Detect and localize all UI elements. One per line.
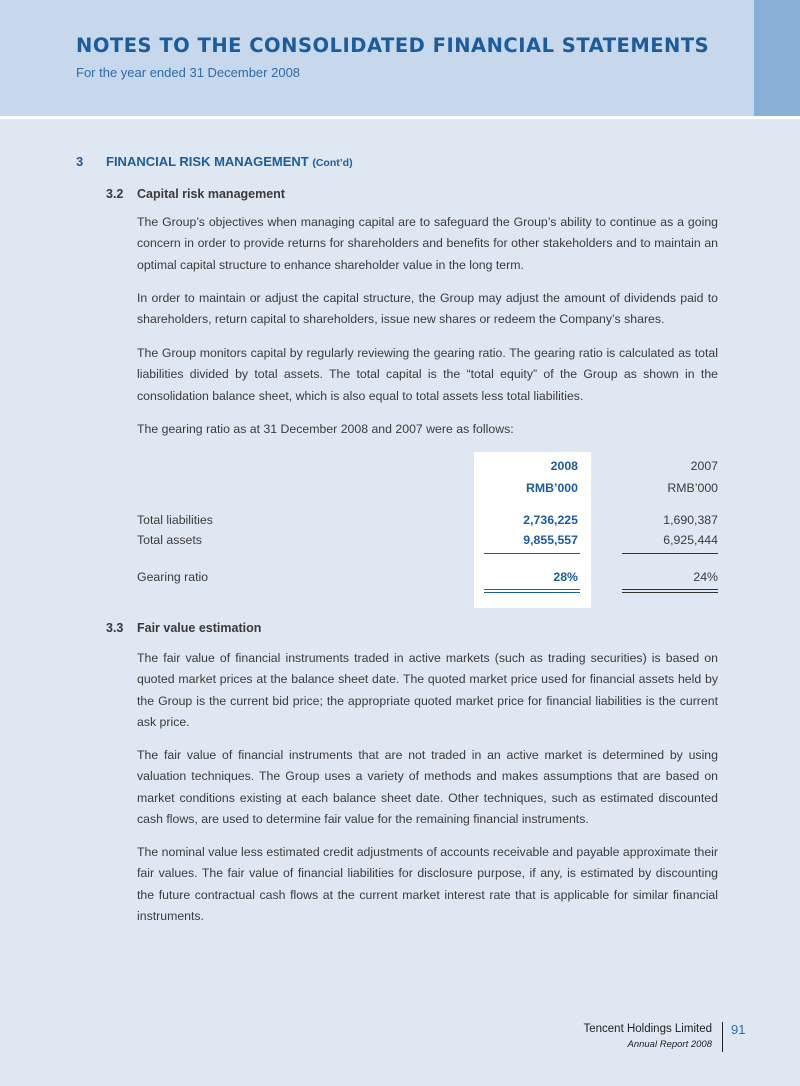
total-double-rule-2007: [622, 589, 718, 590]
section-title-text: FINANCIAL RISK MANAGEMENT: [106, 154, 309, 169]
subsection-number: 3.3: [106, 621, 124, 635]
header-accent-block: [754, 0, 800, 116]
table-cell-2008: 28%: [553, 570, 578, 584]
header-divider: [0, 116, 800, 119]
document-title: NOTES TO THE CONSOLIDATED FINANCIAL STATEMENTS: [76, 34, 710, 57]
table-row-label: Total assets: [137, 533, 202, 547]
paragraph: The nominal value less estimated credit adjustments of accounts receivable and payable approximate their fair values. The fair value of financial liabilities for disclosure purpose, if any, is estimated by discounting the future contractual cash flows at the current market interest rate that is applicable for similar financial instruments.: [137, 845, 718, 923]
table-unit-2008: RMB’000: [526, 481, 578, 495]
subtotal-rule-2008: [484, 553, 580, 554]
table-cell-2008: 2,736,225: [523, 513, 578, 527]
section-contd: (Cont’d): [312, 157, 353, 169]
subsection-number: 3.2: [106, 187, 124, 201]
subsection-title: Fair value estimation: [137, 621, 262, 635]
section-title: [106, 154, 353, 169]
paragraph: The fair value of financial instruments traded in active markets (such as trading securities) is based on quoted market prices at the balance sheet date. The quoted market price used for financial assets held by the Group is the current bid price; the appropriate quoted market price for financial liabilities is the current ask price.: [137, 651, 718, 729]
table-cell-2007: 6,925,444: [663, 533, 718, 547]
footer-company: Tencent Holdings Limited: [583, 1023, 712, 1035]
subtotal-rule-2007: [622, 553, 718, 554]
document-subtitle: For the year ended 31 December 2008: [76, 65, 301, 80]
table-year-2007: 2007: [690, 459, 718, 473]
table-cell-2008: 9,855,557: [523, 533, 578, 547]
paragraph: The gearing ratio as at 31 December 2008 and 2007 were as follows:: [137, 422, 514, 436]
total-double-rule-2008: [484, 589, 580, 590]
table-row-label: Total liabilities: [137, 513, 213, 527]
table-unit-2007: RMB’000: [667, 481, 718, 495]
page-number: 91: [731, 1022, 746, 1037]
paragraph: The fair value of financial instruments that are not traded in an active market is determined by using valuation techniques. The Group uses a variety of methods and makes assumptions that are based on market conditions existing at each balance sheet date. Other techniques, such as estimated discounted cash flows, are used to determine fair value for the remaining financial instruments.: [137, 748, 718, 826]
section-number: 3: [76, 154, 84, 169]
paragraph: In order to maintain or adjust the capital structure, the Group may adjust the amount of dividends paid to shareholders, return capital to shareholders, issue new shares or redeem the Company’s shares.: [137, 291, 718, 327]
footer-divider: [722, 1022, 723, 1052]
table-row-label: Gearing ratio: [137, 570, 209, 584]
subsection-title: Capital risk management: [137, 187, 285, 201]
footer-report: Annual Report 2008: [627, 1039, 712, 1050]
total-double-rule-2008: [484, 592, 580, 593]
table-year-2008: 2008: [550, 459, 578, 473]
table-cell-2007: 1,690,387: [663, 513, 718, 527]
paragraph: The Group monitors capital by regularly reviewing the gearing ratio. The gearing ratio is calculated as total liabilities divided by total assets. The total capital is the “total equity” of the Group as shown in the consolidation balance sheet, which is also equal to total assets less total liabilities.: [137, 346, 718, 403]
table-cell-2007: 24%: [693, 570, 718, 584]
total-double-rule-2007: [622, 592, 718, 593]
header-band: [0, 0, 800, 116]
highlight-column-2008: [474, 452, 591, 608]
paragraph: The Group’s objectives when managing capital are to safeguard the Group’s ability to continue as a going concern in order to provide returns for shareholders and benefits for other stakeholders and to maintain an optimal capital structure to enhance shareholder value in the long term.: [137, 215, 718, 272]
